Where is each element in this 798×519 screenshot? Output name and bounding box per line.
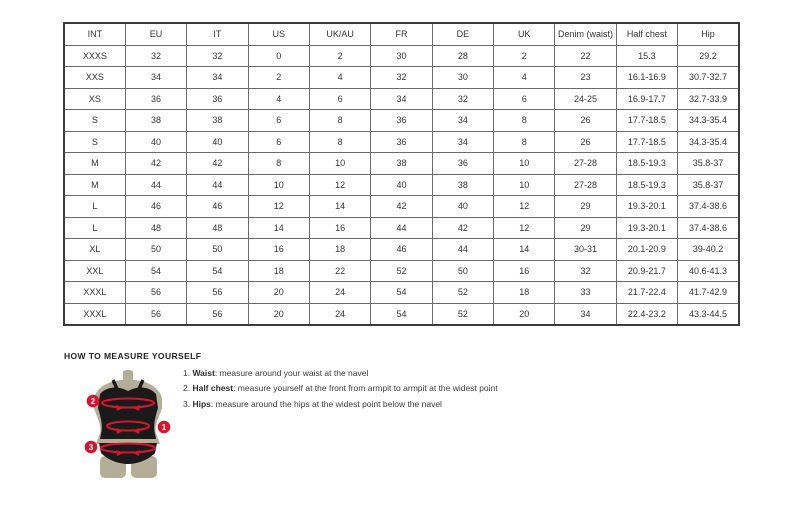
table-cell: XXXS bbox=[64, 45, 125, 67]
table-cell: 6 bbox=[248, 110, 309, 132]
table-cell: 34 bbox=[187, 67, 248, 89]
table-cell: 29.2 bbox=[678, 45, 739, 67]
table-cell: 34 bbox=[371, 88, 432, 110]
column-header: Hip bbox=[678, 23, 739, 45]
table-cell: 10 bbox=[494, 174, 555, 196]
table-cell: 32 bbox=[187, 45, 248, 67]
table-cell: 0 bbox=[248, 45, 309, 67]
table-cell: 32 bbox=[555, 260, 616, 282]
table-cell: 14 bbox=[309, 196, 370, 218]
table-cell: 40 bbox=[371, 174, 432, 196]
table-cell: 46 bbox=[187, 196, 248, 218]
table-cell: 37.4-38.6 bbox=[678, 217, 739, 239]
table-cell: 34 bbox=[125, 67, 186, 89]
badge-number: 2 bbox=[90, 397, 96, 406]
table-cell: XXL bbox=[64, 260, 125, 282]
column-header: Denim (waist) bbox=[555, 23, 616, 45]
table-cell: 6 bbox=[248, 131, 309, 153]
measure-item bbox=[183, 397, 498, 412]
table-cell: 17.7-18.5 bbox=[616, 131, 677, 153]
table-cell: 32 bbox=[432, 88, 493, 110]
table-cell: 19.3-20.1 bbox=[616, 196, 677, 218]
table-cell: 44 bbox=[432, 239, 493, 261]
table-cell: 16 bbox=[309, 217, 370, 239]
item-number: 2. bbox=[183, 383, 193, 394]
table-cell: 2 bbox=[248, 67, 309, 89]
mannequin-figure bbox=[80, 368, 184, 480]
table-cell: 29 bbox=[555, 196, 616, 218]
table-cell: 27-28 bbox=[555, 153, 616, 175]
table-cell: 20 bbox=[248, 303, 309, 325]
badge-hips bbox=[85, 441, 98, 454]
table-cell: 40 bbox=[125, 131, 186, 153]
table-cell: 8 bbox=[494, 110, 555, 132]
mannequin-illustration bbox=[80, 368, 184, 480]
size-table-body bbox=[64, 45, 739, 325]
table-cell: 44 bbox=[187, 174, 248, 196]
table-cell: M bbox=[64, 153, 125, 175]
item-text: : measure around the hips at the widest point below the navel bbox=[210, 398, 442, 409]
table-cell: 18 bbox=[309, 239, 370, 261]
table-cell: 14 bbox=[248, 217, 309, 239]
table-cell: 6 bbox=[494, 88, 555, 110]
table-cell: 4 bbox=[309, 67, 370, 89]
table-row bbox=[64, 174, 739, 196]
table-cell: 24-25 bbox=[555, 88, 616, 110]
table-cell: 41.7-42.9 bbox=[678, 282, 739, 304]
column-header: FR bbox=[371, 23, 432, 45]
table-cell: 52 bbox=[371, 260, 432, 282]
item-text: : measure around your waist at the navel bbox=[214, 368, 369, 378]
table-cell: 10 bbox=[248, 174, 309, 196]
table-cell: S bbox=[64, 110, 125, 132]
table-cell: 12 bbox=[494, 217, 555, 239]
table-cell: 30 bbox=[432, 67, 493, 89]
table-cell: 43.3-44.5 bbox=[678, 303, 739, 325]
table-cell: 15.3 bbox=[616, 45, 677, 67]
table-cell: 36 bbox=[187, 88, 248, 110]
table-cell: 40 bbox=[187, 131, 248, 153]
table-cell: 4 bbox=[248, 88, 309, 110]
column-header: EU bbox=[125, 23, 186, 45]
table-cell: 10 bbox=[309, 153, 370, 175]
badge-waist bbox=[158, 421, 171, 434]
table-row bbox=[64, 67, 739, 89]
table-cell: 34 bbox=[432, 131, 493, 153]
table-cell: 33 bbox=[555, 282, 616, 304]
table-cell: 34 bbox=[432, 110, 493, 132]
table-cell: 36 bbox=[125, 88, 186, 110]
table-cell: 17.7-18.5 bbox=[616, 110, 677, 132]
table-cell: 44 bbox=[371, 217, 432, 239]
table-cell: 21.7-22.4 bbox=[616, 282, 677, 304]
column-header: UK/AU bbox=[309, 23, 370, 45]
table-cell: 46 bbox=[125, 196, 186, 218]
table-cell: 16 bbox=[494, 260, 555, 282]
measure-item bbox=[183, 381, 498, 396]
table-cell: 56 bbox=[187, 282, 248, 304]
table-cell: 48 bbox=[187, 217, 248, 239]
table-cell: 8 bbox=[309, 110, 370, 132]
table-cell: 18.5-19.3 bbox=[616, 153, 677, 175]
table-cell: 46 bbox=[371, 239, 432, 261]
table-row bbox=[64, 239, 739, 261]
table-row bbox=[64, 88, 739, 110]
table-cell: 12 bbox=[248, 196, 309, 218]
column-header: UK bbox=[494, 23, 555, 45]
column-header: INT bbox=[64, 23, 125, 45]
table-cell: 42 bbox=[187, 153, 248, 175]
table-cell: 32.7-33.9 bbox=[678, 88, 739, 110]
table-cell: 50 bbox=[187, 239, 248, 261]
table-cell: 38 bbox=[125, 110, 186, 132]
table-cell: 16 bbox=[248, 239, 309, 261]
table-cell: 22 bbox=[555, 45, 616, 67]
table-cell: 35.8-37 bbox=[678, 153, 739, 175]
table-row bbox=[64, 196, 739, 218]
column-header: IT bbox=[187, 23, 248, 45]
table-row bbox=[64, 282, 739, 304]
table-cell: XS bbox=[64, 88, 125, 110]
table-cell: 4 bbox=[494, 67, 555, 89]
table-cell: 36 bbox=[371, 131, 432, 153]
table-cell: 42 bbox=[432, 217, 493, 239]
table-cell: 23 bbox=[555, 67, 616, 89]
table-cell: 29 bbox=[555, 217, 616, 239]
table-cell: 56 bbox=[125, 303, 186, 325]
item-number: 1. bbox=[183, 368, 193, 378]
table-cell: 28 bbox=[432, 45, 493, 67]
table-cell: 16.9-17.7 bbox=[616, 88, 677, 110]
header-row bbox=[64, 23, 739, 45]
table-cell: 48 bbox=[125, 217, 186, 239]
table-cell: 30-31 bbox=[555, 239, 616, 261]
item-text: : measure yourself at the front from armpit to armpit at the widest point bbox=[233, 383, 498, 394]
table-cell: 16.1-16.9 bbox=[616, 67, 677, 89]
table-cell: 38 bbox=[371, 153, 432, 175]
table-cell: 30 bbox=[371, 45, 432, 67]
table-cell: 30.7-32.7 bbox=[678, 67, 739, 89]
table-cell: 32 bbox=[371, 67, 432, 89]
column-header: DE bbox=[432, 23, 493, 45]
table-cell: 12 bbox=[494, 196, 555, 218]
table-cell: 54 bbox=[371, 303, 432, 325]
table-cell: 36 bbox=[432, 153, 493, 175]
table-cell: 20.9-21.7 bbox=[616, 260, 677, 282]
table-cell: 35.8-37 bbox=[678, 174, 739, 196]
table-cell: 20 bbox=[248, 282, 309, 304]
table-cell: S bbox=[64, 131, 125, 153]
table-cell: 27-28 bbox=[555, 174, 616, 196]
table-cell: 54 bbox=[371, 282, 432, 304]
column-header: Half chest bbox=[616, 23, 677, 45]
table-cell: 22.4-23.2 bbox=[616, 303, 677, 325]
table-cell: 8 bbox=[494, 131, 555, 153]
measure-section-title: HOW TO MEASURE YOURSELF bbox=[64, 351, 202, 361]
badge-number: 1 bbox=[161, 423, 167, 432]
table-cell: 39-40.2 bbox=[678, 239, 739, 261]
table-cell: 38 bbox=[187, 110, 248, 132]
table-cell: 38 bbox=[432, 174, 493, 196]
table-cell: 20.1-20.9 bbox=[616, 239, 677, 261]
table-cell: 42 bbox=[125, 153, 186, 175]
table-cell: 52 bbox=[432, 282, 493, 304]
table-cell: 26 bbox=[555, 110, 616, 132]
item-term: Hips bbox=[192, 398, 211, 409]
item-term: Half chest bbox=[192, 383, 234, 394]
item-number: 3. bbox=[183, 398, 193, 409]
table-cell: 40.6-41.3 bbox=[678, 260, 739, 282]
table-cell: 18 bbox=[248, 260, 309, 282]
size-table bbox=[63, 22, 740, 326]
table-cell: 26 bbox=[555, 131, 616, 153]
badge-number: 3 bbox=[88, 443, 94, 452]
table-cell: XL bbox=[64, 239, 125, 261]
table-row bbox=[64, 303, 739, 325]
table-cell: 2 bbox=[309, 45, 370, 67]
table-cell: 37.4-38.6 bbox=[678, 196, 739, 218]
table-cell: 56 bbox=[187, 303, 248, 325]
table-row bbox=[64, 45, 739, 67]
table-cell: 2 bbox=[494, 45, 555, 67]
table-cell: 24 bbox=[309, 303, 370, 325]
table-cell: 12 bbox=[309, 174, 370, 196]
table-cell: XXXL bbox=[64, 303, 125, 325]
table-cell: 6 bbox=[309, 88, 370, 110]
table-row bbox=[64, 131, 739, 153]
table-cell: 18.5-19.3 bbox=[616, 174, 677, 196]
table-cell: 14 bbox=[494, 239, 555, 261]
table-cell: 34 bbox=[555, 303, 616, 325]
table-row bbox=[64, 217, 739, 239]
table-cell: 34.3-35.4 bbox=[678, 110, 739, 132]
column-header: US bbox=[248, 23, 309, 45]
table-cell: 18 bbox=[494, 282, 555, 304]
table-row bbox=[64, 153, 739, 175]
table-cell: 50 bbox=[432, 260, 493, 282]
table-cell: 24 bbox=[309, 282, 370, 304]
table-row bbox=[64, 110, 739, 132]
measure-item bbox=[183, 366, 498, 381]
measure-instructions-list bbox=[183, 366, 498, 412]
table-row bbox=[64, 260, 739, 282]
table-cell: 54 bbox=[187, 260, 248, 282]
table-cell: 8 bbox=[248, 153, 309, 175]
table-cell: 22 bbox=[309, 260, 370, 282]
table-cell: 56 bbox=[125, 282, 186, 304]
table-cell: 19.3-20.1 bbox=[616, 217, 677, 239]
table-cell: 42 bbox=[371, 196, 432, 218]
table-cell: 8 bbox=[309, 131, 370, 153]
table-cell: 40 bbox=[432, 196, 493, 218]
table-cell: 34.3-35.4 bbox=[678, 131, 739, 153]
size-table-head bbox=[64, 23, 739, 45]
table-cell: XXS bbox=[64, 67, 125, 89]
table-cell: 44 bbox=[125, 174, 186, 196]
table-cell: 54 bbox=[125, 260, 186, 282]
table-cell: 20 bbox=[494, 303, 555, 325]
table-cell: 36 bbox=[371, 110, 432, 132]
table-cell: M bbox=[64, 174, 125, 196]
table-cell: XXXL bbox=[64, 282, 125, 304]
badge-half-chest bbox=[87, 395, 100, 408]
table-cell: L bbox=[64, 196, 125, 218]
table-cell: 52 bbox=[432, 303, 493, 325]
item-term: Waist bbox=[192, 368, 215, 378]
table-cell: 50 bbox=[125, 239, 186, 261]
table-cell: 10 bbox=[494, 153, 555, 175]
table-cell: L bbox=[64, 217, 125, 239]
table-cell: 32 bbox=[125, 45, 186, 67]
